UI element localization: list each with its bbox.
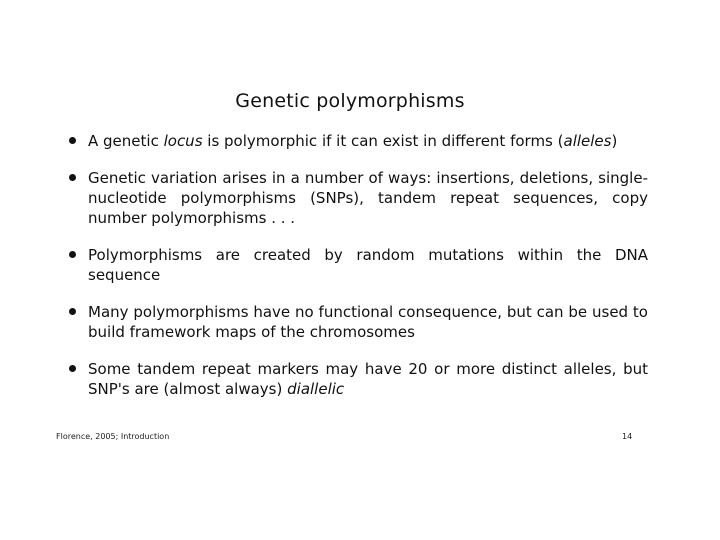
bullet-item xyxy=(58,302,648,342)
bullet-icon xyxy=(69,365,76,372)
footer-citation: Florence, 2005; Introduction xyxy=(56,432,170,441)
bullet-text-emphasis: diallelic xyxy=(287,380,345,398)
bullet-icon xyxy=(69,308,76,315)
bullet-text-part: A genetic xyxy=(88,132,164,150)
bullet-icon xyxy=(69,251,76,258)
bullet-list xyxy=(58,131,648,416)
bullet-icon xyxy=(69,137,76,144)
bullet-text: Polymorphisms are created by random mutations within the DNA sequence xyxy=(88,246,648,284)
bullet-item xyxy=(58,245,648,285)
bullet-text-part: ) xyxy=(611,132,618,150)
bullet-text-part: is polymorphic if it can exist in different forms ( xyxy=(202,132,564,150)
bullet-text: Many polymorphisms have no functional consequence, but can be used to build framework maps of the chromosomes xyxy=(88,303,648,341)
bullet-item xyxy=(58,131,648,151)
bullet-icon xyxy=(69,174,76,181)
bullet-text: Genetic variation arises in a number of ways: insertions, deletions, single-nucleotide polymorphisms (SNPs), tandem repeat sequences, copy number polymorphisms . . . xyxy=(88,169,648,227)
bullet-text-emphasis: locus xyxy=(163,132,203,150)
page-number: 14 xyxy=(622,432,633,441)
bullet-item xyxy=(58,168,648,228)
bullet-text xyxy=(88,132,617,150)
bullet-text-part: Some tandem repeat markers may have 20 or more distinct alleles, but SNP's are (almost always) xyxy=(88,360,648,398)
bullet-text xyxy=(88,360,648,398)
bullet-text-emphasis: alleles xyxy=(563,132,612,150)
slide-title: Genetic polymorphisms xyxy=(235,90,465,112)
bullet-item xyxy=(58,359,648,399)
